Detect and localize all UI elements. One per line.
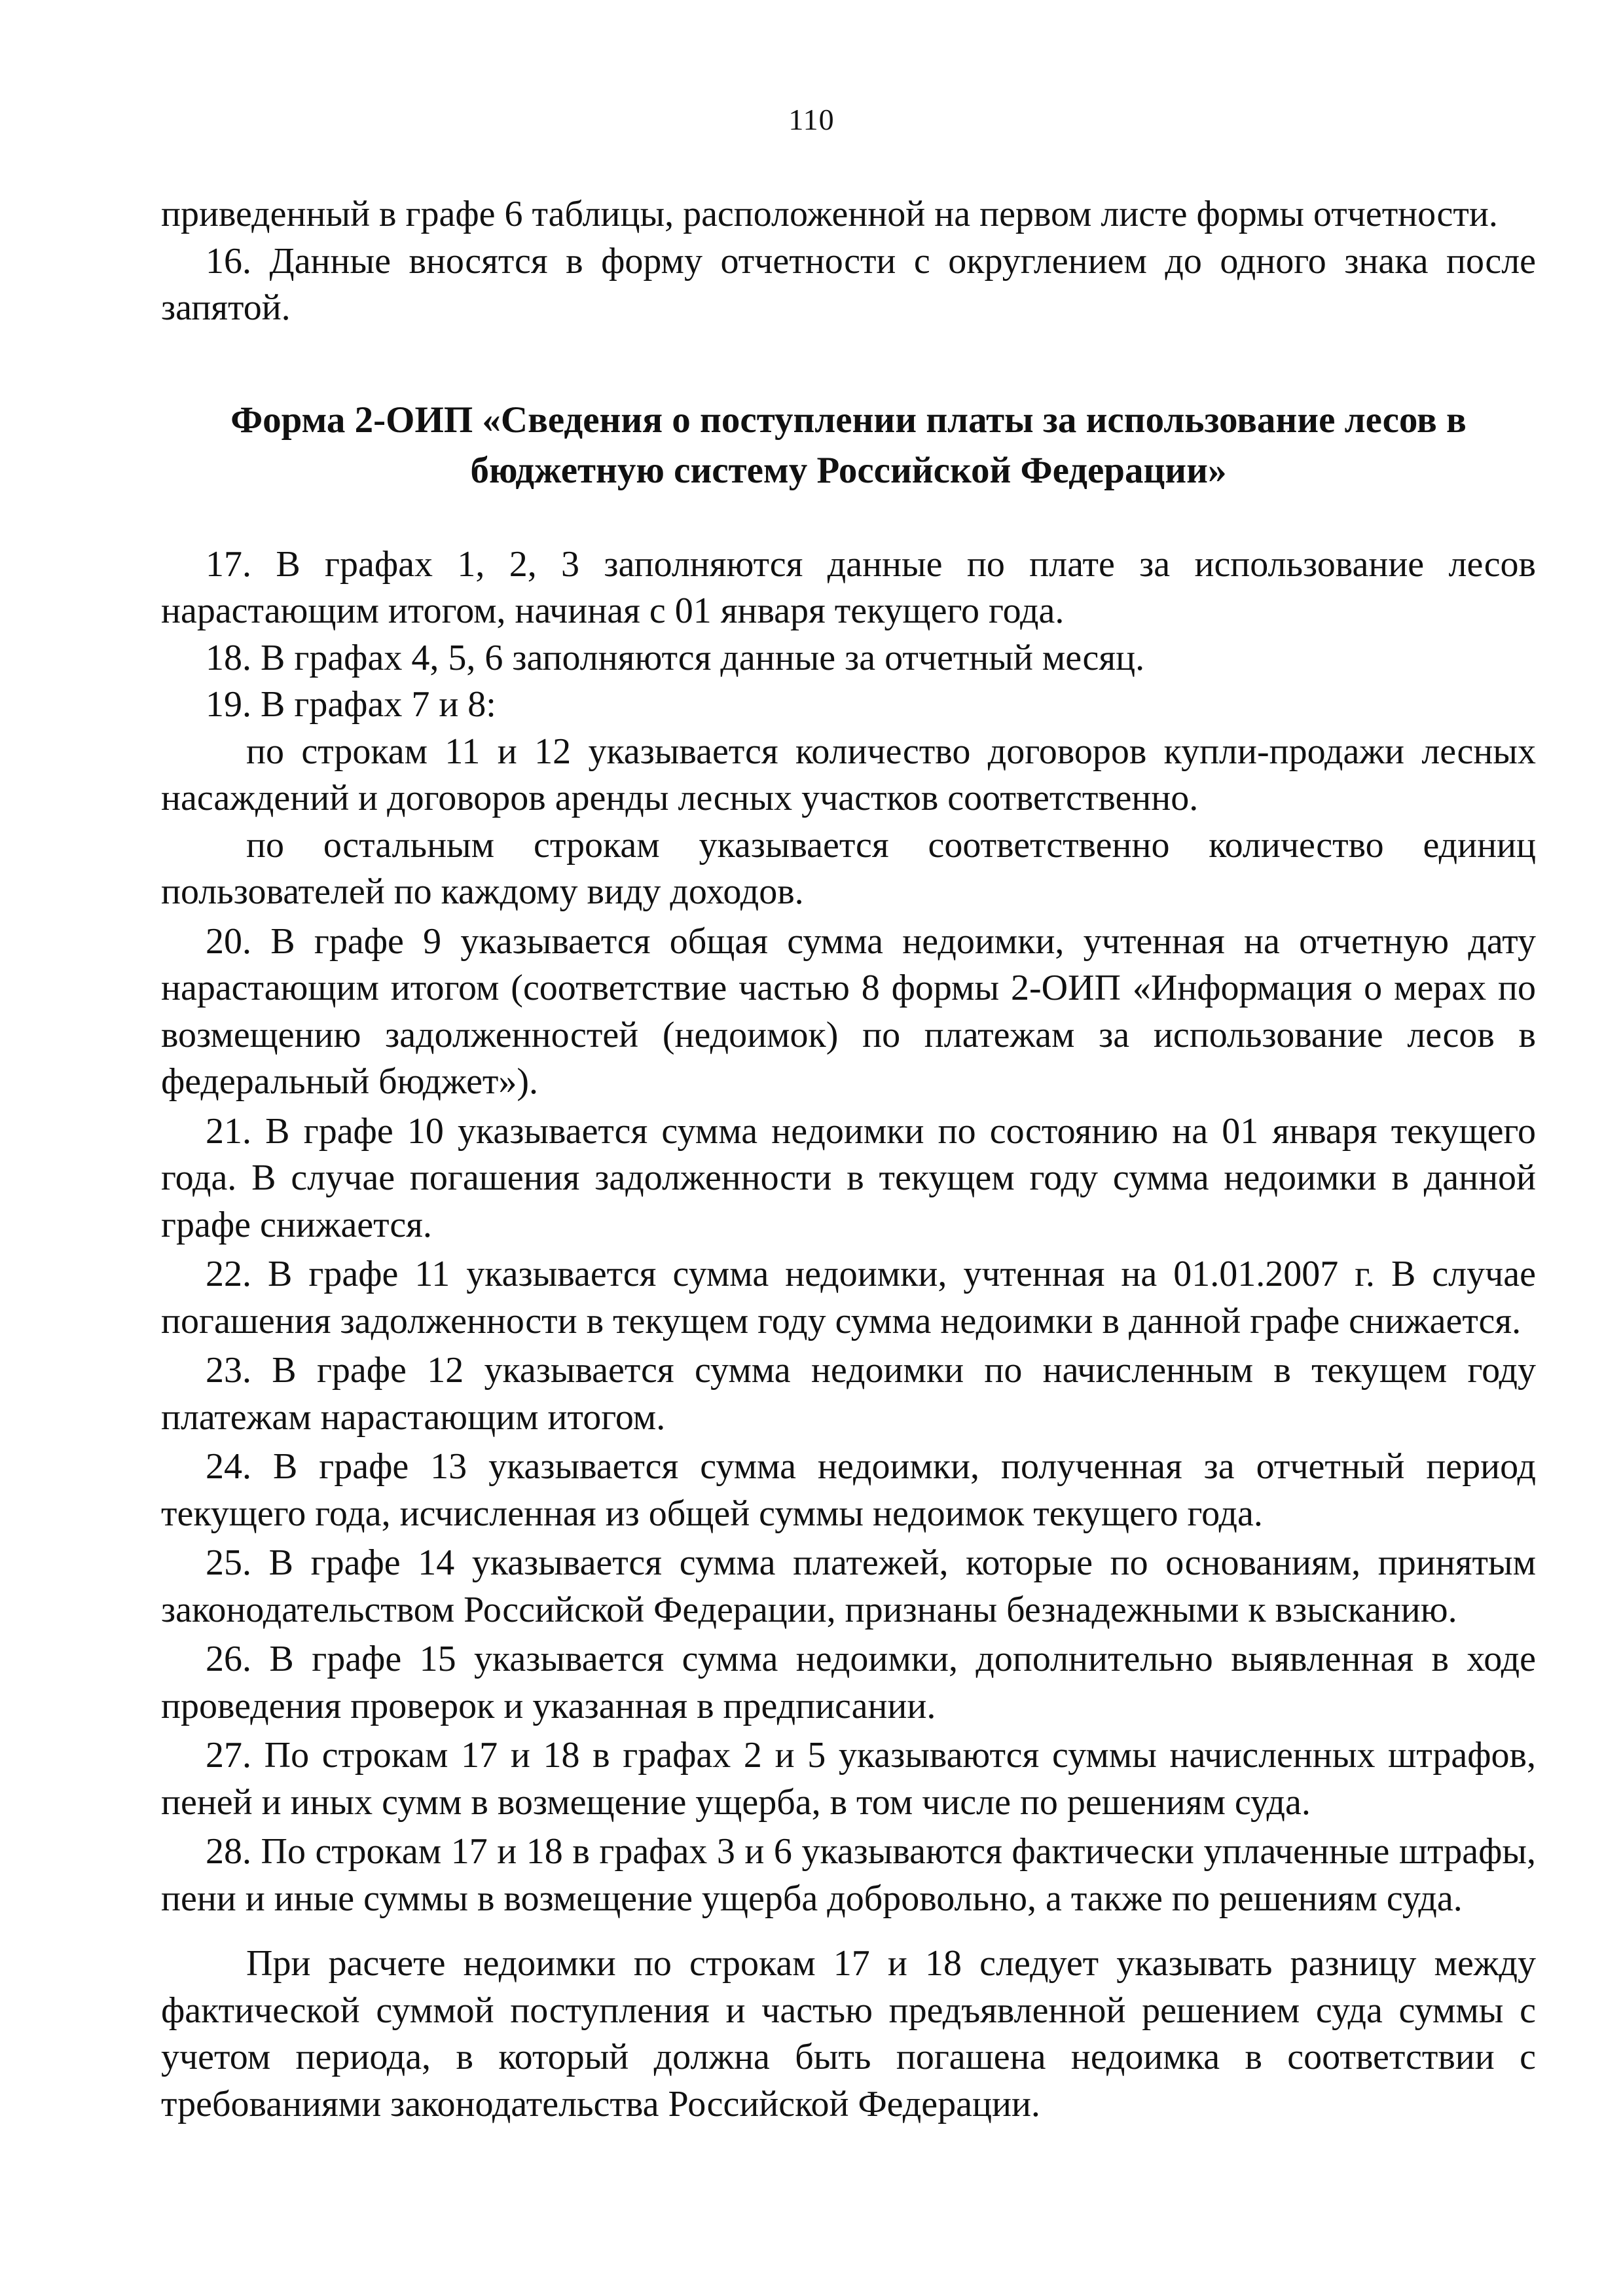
document-body xyxy=(161,191,1536,2128)
item-28: 28. По строкам 17 и 18 в графах 3 и 6 указываются фактически уплаченные штрафы, пени и иные суммы в возмещение ущерба добровольно, а также по решениям суда. xyxy=(161,1831,1536,1919)
item-24: 24. В графе 13 указывается сумма недоимки, полученная за отчетный период текущего года, исчисленная из общей суммы недоимок текущего года. xyxy=(161,1446,1536,1534)
item-20: 20. В графе 9 указывается общая сумма недоимки, учтенная на отчетную дату нарастающим итогом (соответствие частью 8 формы 2-ОИП «Информация о мерах по возмещению задолженностей (недоимок) по платежам за использование лесов в федеральный бюджет»). xyxy=(161,920,1536,1102)
item-27: 27. По строкам 17 и 18 в графах 2 и 5 указываются суммы начисленных штрафов, пеней и иных сумм в возмещение ущерба, в том числе по решениям суда. xyxy=(161,1735,1536,1823)
item-17: 17. В графах 1, 2, 3 заполняются данные по плате за использование лесов нарастающим итогом, начиная с 01 января текущего года. xyxy=(161,543,1536,631)
item-16: 16. Данные вносятся в форму отчетности с округлением до одного знака после запятой. xyxy=(161,240,1536,328)
item-19-subitem-1: по строкам 11 и 12 указывается количество договоров купли-продажи лесных насаждений и договоров аренды лесных участков соответственно. xyxy=(161,731,1536,818)
item-18: 18. В графах 4, 5, 6 заполняются данные за отчетный месяц. xyxy=(206,637,1145,678)
item-19-subitem-2: по остальным строкам указывается соответственно количество единиц пользователей по каждому виду доходов. xyxy=(161,824,1536,912)
item-21: 21. В графе 10 указывается сумма недоимки по состоянию на 01 января текущего года. В случае погашения задолженности в текущем году сумма недоимки в данной графе снижается. xyxy=(161,1110,1536,1245)
item-26: 26. В графе 15 указывается сумма недоимки, дополнительно выявленная в ходе проведения проверок и указанная в предписании. xyxy=(161,1639,1536,1726)
item-23: 23. В графе 12 указывается сумма недоимки по начисленным в текущем году платежам нарастающим итогом. xyxy=(161,1350,1536,1438)
item-22: 22. В графе 11 указывается сумма недоимки, учтенная на 01.01.2007 г. В случае погашения задолженности в текущем году сумма недоимки в данной графе снижается. xyxy=(161,1254,1536,1341)
closing-paragraph: При расчете недоимки по строкам 17 и 18 следует указывать разницу между фактической суммой поступления и частью предъявленной решением суда суммы с учетом периода, в который должна быть погашена недоимка в соответствии с требованиями законодательства Российской Федерации. xyxy=(161,1943,1536,2124)
paragraph-continuation: приведенный в графе 6 таблицы, расположенной на первом листе формы отчетности. xyxy=(161,194,1498,234)
page-number: 110 xyxy=(788,103,835,136)
section-title: Форма 2-ОИП «Сведения о поступлении платы за использование лесов в бюджетную систему Российской Федерации» xyxy=(230,399,1467,491)
item-19: 19. В графах 7 и 8: xyxy=(206,684,496,725)
item-25: 25. В графе 14 указывается сумма платежей, которые по основаниям, принятым законодательством Российской Федерации, признаны безнадежными к взысканию. xyxy=(161,1542,1536,1630)
